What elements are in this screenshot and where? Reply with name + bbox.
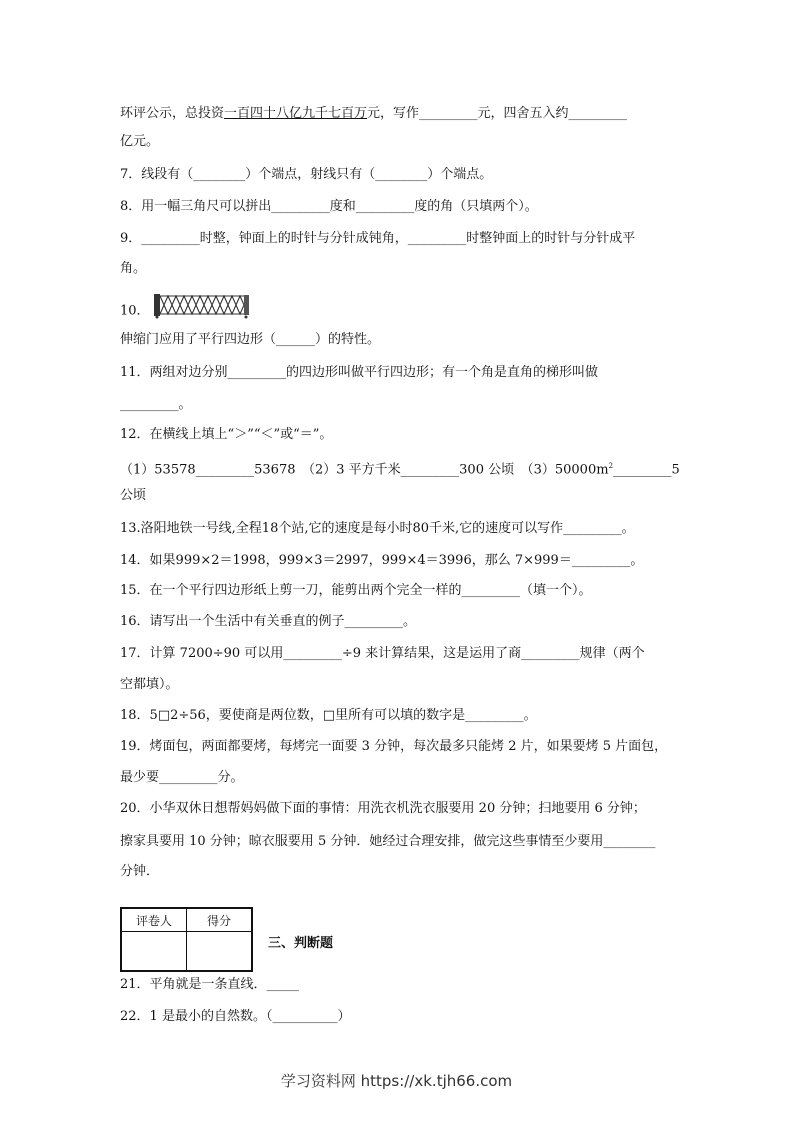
question-14: 14．如果999×2＝1998，999×3＝2997，999×4＝3996，那么 7×999＝_________。 bbox=[120, 553, 644, 568]
retractable-gate-image bbox=[154, 291, 250, 319]
question-6-line-1: 环评公示，总投资一百四十八亿九千七百万元，写作_________元，四舍五入约_________ bbox=[120, 106, 628, 121]
underlined-amount: 一百四十八亿九千七百万 bbox=[224, 106, 368, 121]
question-20-line-3: 分钟． bbox=[120, 864, 160, 879]
footer-watermark: 学习资料网 https://xk.tjh66.com bbox=[280, 1072, 513, 1090]
question-11-line-1: 11．两组对边分别_________的四边形叫做平行四边形；有一个角是直角的梯形叫做 bbox=[120, 365, 599, 380]
question-13: 13.洛阳地铁一号线,全程18个站,它的速度是每小时80千米,它的速度可以写作_________。 bbox=[120, 521, 635, 536]
question-17-line-1: 17．计算 7200÷90 可以用_________÷9 来计算结果，这是运用了商_________规律（两个 bbox=[120, 646, 645, 661]
grader-cell bbox=[121, 932, 187, 972]
question-12-line-3: 公顷 bbox=[120, 488, 147, 503]
score-cell bbox=[187, 932, 253, 972]
question-22: 22．1 是最小的自然数。（__________） bbox=[120, 1009, 351, 1024]
question-16: 16．请写出一个生活中有关垂直的例子_________。 bbox=[120, 614, 417, 629]
question-9-line-2: 角。 bbox=[120, 261, 147, 276]
question-9-line-1: 9．_________时整，钟面上的时针与分针成钝角，_________时整钟面上的时针与分针成平 bbox=[120, 231, 636, 246]
question-20-line-1: 20．小华双休日想帮妈妈做下面的事情：用洗衣机洗衣服要用 20 分钟；扫地要用 6 分钟； bbox=[120, 801, 646, 816]
question-10-header: 10． bbox=[120, 297, 250, 325]
question-10-text: 伸缩门应用了平行四边形（______）的特性。 bbox=[120, 332, 381, 347]
score-table bbox=[120, 907, 253, 972]
question-11-line-2: _________。 bbox=[120, 397, 192, 412]
question-21: 21．平角就是一条直线．_____ bbox=[120, 977, 300, 992]
question-12-line-1: 12．在横线上填上“＞”“＜”或“＝”。 bbox=[120, 427, 333, 442]
question-8: 8．用一幅三角尺可以拼出_________度和_________度的角（只填两个）。 bbox=[120, 199, 538, 214]
grader-header: 评卷人 bbox=[121, 908, 187, 932]
question-19-line-1: 19．烤面包，两面都要烤，每烤完一面要 3 分钟，每次最多只能烤 2 片，如果要烤 5 片面包， bbox=[120, 739, 668, 754]
question-12-line-2: （1）53578_________53678 （2）3 平方千米_________300 公顷 $(3)50000m^2\_\_\_\_\_\_\_\_\_5$ bbox=[120, 462, 680, 478]
section-3-title: 三、判断题 bbox=[268, 936, 334, 951]
question-17-line-2: 空都填）。 bbox=[120, 677, 179, 692]
question-6-line-2: 亿元。 bbox=[120, 134, 160, 149]
question-15: 15．在一个平行四边形纸上剪一刀，能剪出两个完全一样的_________（填一个）。 bbox=[120, 583, 592, 598]
question-19-line-2: 最少要_________分。 bbox=[120, 770, 244, 785]
question-7: 7．线段有（________）个端点，射线只有（________）个端点。 bbox=[120, 167, 493, 182]
question-20-line-2: 擦家具要用 10 分钟；晾衣服要用 5 分钟．她经过合理安排，做完这些事情至少要用________ bbox=[120, 834, 656, 849]
score-header: 得分 bbox=[187, 908, 253, 932]
question-18: 18．5□2÷56，要使商是两位数，□里所有可以填的数字是_________。 bbox=[120, 708, 537, 723]
